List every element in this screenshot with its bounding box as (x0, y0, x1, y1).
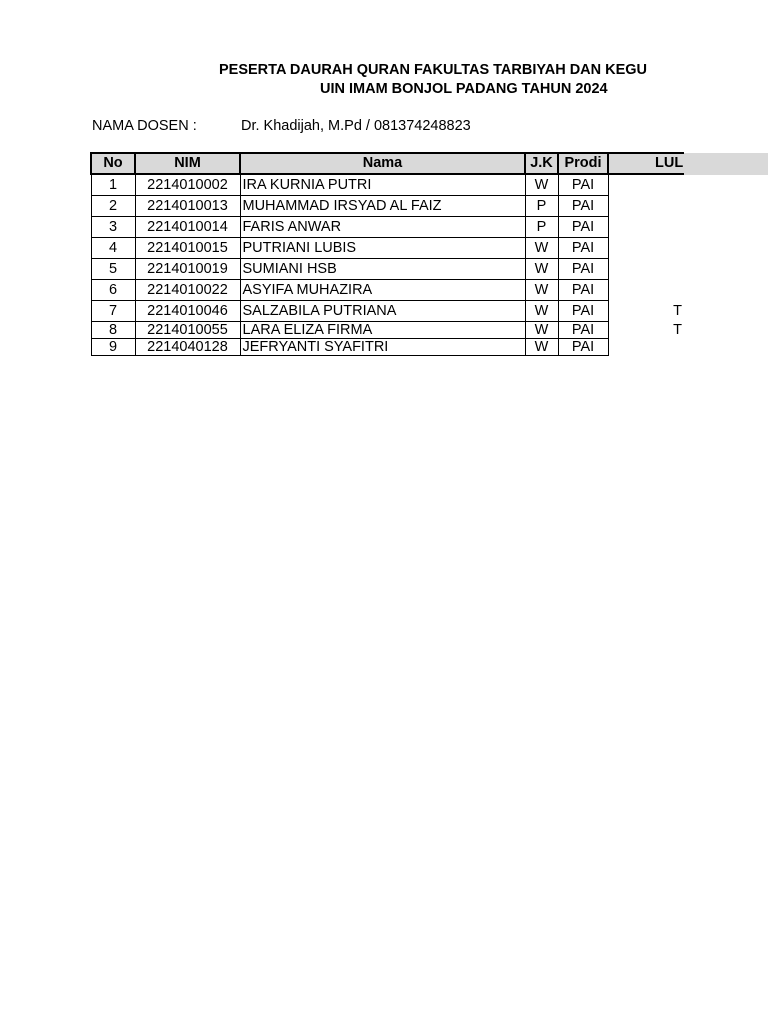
cell-no: 6 (91, 280, 135, 301)
cell-jk: W (525, 174, 558, 196)
cell-nama: FARIS ANWAR (240, 217, 525, 238)
cell-lulus (608, 217, 684, 238)
column-header-nama: Nama (240, 153, 525, 174)
table-row (91, 339, 684, 356)
cell-nama: SALZABILA PUTRIANA (240, 301, 525, 322)
cell-nim: 2214010002 (135, 174, 240, 196)
cell-prodi: PAI (558, 280, 608, 301)
table-row (91, 322, 684, 339)
table-row (91, 196, 684, 217)
participant-table (90, 152, 684, 356)
cell-nim: 2214010014 (135, 217, 240, 238)
cell-no: 9 (91, 339, 135, 356)
cell-no: 5 (91, 259, 135, 280)
cell-prodi: PAI (558, 238, 608, 259)
cell-jk: W (525, 322, 558, 339)
cell-nama: SUMIANI HSB (240, 259, 525, 280)
column-header-prodi: Prodi (558, 153, 608, 174)
cell-no: 8 (91, 322, 135, 339)
cell-lulus (608, 339, 684, 356)
cell-jk: P (525, 196, 558, 217)
column-header-jk: J.K (525, 153, 558, 174)
cell-prodi: PAI (558, 322, 608, 339)
cell-lulus: T (673, 322, 682, 338)
cell-prodi: PAI (558, 259, 608, 280)
cell-nim: 2214010013 (135, 196, 240, 217)
cell-nim: 2214010015 (135, 238, 240, 259)
cell-no: 7 (91, 301, 135, 322)
table-row (91, 301, 684, 322)
cell-prodi: PAI (558, 217, 608, 238)
cell-jk: W (525, 238, 558, 259)
cell-lulus (608, 238, 684, 259)
column-header-no: No (91, 153, 135, 174)
cell-nama: JEFRYANTI SYAFITRI (240, 339, 525, 356)
cell-nama: LARA ELIZA FIRMA (240, 322, 525, 339)
cell-nim: 2214010055 (135, 322, 240, 339)
column-header-lulus: LUL (608, 153, 684, 174)
cell-no: 1 (91, 174, 135, 196)
cell-prodi: PAI (558, 174, 608, 196)
header-overflow-strip (684, 153, 768, 175)
cell-no: 4 (91, 238, 135, 259)
cell-nama: PUTRIANI LUBIS (240, 238, 525, 259)
table-row (91, 238, 684, 259)
cell-jk: W (525, 301, 558, 322)
table-row (91, 217, 684, 238)
cell-prodi: PAI (558, 339, 608, 356)
table-row (91, 174, 684, 196)
cell-lulus (608, 174, 684, 196)
lecturer-value: Dr. Khadijah, M.Pd / 081374248823 (241, 118, 471, 134)
cell-lulus (608, 259, 684, 280)
document-title-line1: PESERTA DAURAH QURAN FAKULTAS TARBIYAH DAN KEGU (219, 62, 648, 78)
cell-nim: 2214010019 (135, 259, 240, 280)
cell-nama: ASYIFA MUHAZIRA (240, 280, 525, 301)
cell-nama: MUHAMMAD IRSYAD AL FAIZ (240, 196, 525, 217)
column-header-nim: NIM (135, 153, 240, 174)
cell-nim: 2214040128 (135, 339, 240, 356)
document-title-line2: UIN IMAM BONJOL PADANG TAHUN 2024 (320, 81, 608, 97)
cell-nama: IRA KURNIA PUTRI (240, 174, 525, 196)
cell-prodi: PAI (558, 301, 608, 322)
table-header-row (91, 153, 684, 174)
cell-lulus: T (673, 303, 682, 319)
lecturer-label: NAMA DOSEN : (92, 118, 197, 134)
cell-lulus (608, 196, 684, 217)
cell-jk: P (525, 217, 558, 238)
cell-no: 2 (91, 196, 135, 217)
cell-nim: 2214010046 (135, 301, 240, 322)
table-row (91, 259, 684, 280)
cell-no: 3 (91, 217, 135, 238)
cell-jk: W (525, 339, 558, 356)
cell-lulus (608, 280, 684, 301)
cell-jk: W (525, 259, 558, 280)
table-row (91, 280, 684, 301)
cell-jk: W (525, 280, 558, 301)
cell-nim: 2214010022 (135, 280, 240, 301)
cell-prodi: PAI (558, 196, 608, 217)
participant-table-wrapper (90, 152, 684, 356)
